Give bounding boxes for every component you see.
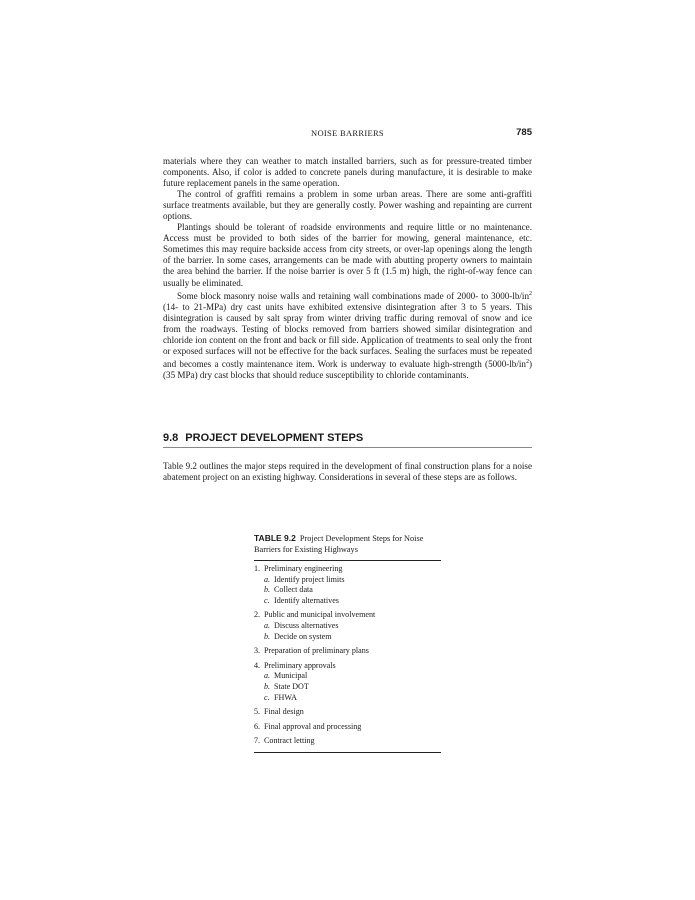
step-line — [254, 646, 441, 657]
table-substep — [264, 682, 441, 693]
table-bottom-rule — [254, 752, 441, 753]
step-text: Preliminary approvals — [264, 660, 336, 670]
substep-text: Collect data — [274, 585, 313, 595]
step-line — [254, 707, 441, 718]
substep-letter: b. — [264, 631, 271, 641]
running-head-title: NOISE BARRIERS — [311, 128, 384, 138]
table-substep — [264, 621, 441, 632]
substep-text: FHWA — [274, 692, 297, 702]
superscript: 2 — [529, 290, 532, 297]
substep-text: Identify alternatives — [274, 595, 339, 605]
step-line — [254, 722, 441, 733]
substep-letter: a. — [264, 620, 271, 630]
substep-letter: c. — [264, 595, 270, 605]
table-step — [254, 610, 441, 642]
step-text: Contract letting — [264, 736, 315, 746]
substep-list — [254, 671, 441, 703]
step-line — [254, 736, 441, 747]
step-number: 6. — [254, 721, 261, 731]
substep-text: Municipal — [274, 671, 308, 681]
substep-text: Identify project limits — [274, 574, 345, 584]
step-number: 2. — [254, 610, 261, 620]
table-step — [254, 722, 441, 733]
step-text: Preparation of preliminary plans — [264, 646, 369, 656]
table-caption-text: Project Development Steps for Noise Barriers for Existing Highways — [254, 534, 424, 554]
table-substep — [264, 575, 441, 586]
paragraph: The control of graffiti remains a problem in some urban areas. There are some anti-graffiti surface treatments available, but they are generally costly. Power washing and repainting are current options. — [163, 189, 532, 222]
text-run: ) (35 MPa) dry cast blocks that should reduce susceptibility to chloride contaminants. — [163, 358, 532, 380]
paragraph — [163, 289, 532, 381]
text-run: (14- to 21-MPa) dry cast units have exhibited extensive disintegration after 3 to 5 years. This disintegration is caused by salt spray from winter driving traffic during removal of snow and ice from the roadways. Testing of blocks removed from barriers showed similar disintegration and chloride ion content on the front and back or fill side. Application of treatments to seal only the front or exposed surfaces will not be effective for the back surfaces. Sealing the surfaces must be repeated and becomes a costly maintenance item. Work is underway to evaluate high-strength (5000-lb/in — [163, 301, 532, 369]
substep-text: State DOT — [274, 681, 309, 691]
text-run: Some block masonry noise walls and retaining wall combinations made of 2000- to 3000-lb/in — [177, 290, 529, 301]
paragraph: materials where they can weather to match installed barriers, such as for pressure-treated timber components. Also, if color is added to concrete panels during manufacture, it is desirable to make future replacement panels in the same operation. — [163, 156, 532, 189]
superscript: 2 — [525, 358, 529, 365]
substep-letter: c. — [264, 692, 270, 702]
section-number: 9.8 — [163, 432, 179, 444]
substep-letter: a. — [264, 574, 271, 584]
step-number: 5. — [254, 707, 261, 717]
body-text — [163, 156, 532, 381]
paragraph: Plantings should be tolerant of roadside environments and require little or no maintenance. Access must be provided to both sides of the barrier for mowing, general maintenance, etc. Sometimes this may require backside access from city streets, or over-lap openings along the length of the barrier. In some cases, arrangements can be made with abutting property owners to maintain the area behind the barrier. If the noise barrier is over 5 ft (1.5 m) high, the right-of-way fence can usually be eliminated. — [163, 222, 532, 288]
table-step — [254, 646, 441, 657]
step-text: Public and municipal involvement — [264, 610, 376, 620]
table-step — [254, 661, 441, 703]
step-number: 7. — [254, 736, 261, 746]
step-line — [254, 610, 441, 621]
table-substep — [264, 671, 441, 682]
substep-letter: b. — [264, 585, 271, 595]
table-substep — [264, 596, 441, 607]
table-step — [254, 736, 441, 747]
section-title: PROJECT DEVELOPMENT STEPS — [185, 432, 364, 444]
substep-list — [254, 575, 441, 607]
substep-letter: a. — [264, 671, 271, 681]
substep-list — [254, 621, 441, 642]
table-label: TABLE 9.2 — [254, 533, 296, 543]
table-step — [254, 564, 441, 606]
table-step — [254, 707, 441, 718]
table-caption — [254, 533, 441, 555]
substep-text: Decide on system — [274, 631, 332, 641]
steps-list — [254, 561, 441, 752]
step-number: 3. — [254, 646, 261, 656]
table-substep — [264, 632, 441, 643]
step-line — [254, 564, 441, 575]
page-number: 785 — [516, 127, 532, 138]
substep-text: Discuss alternatives — [274, 620, 339, 630]
paragraph: Table 9.2 outlines the major steps required in the development of final construction plans for a noise abatement project on an existing highway. Considerations in several of these steps are as follows. — [163, 461, 532, 483]
substep-letter: b. — [264, 681, 271, 691]
step-line — [254, 661, 441, 672]
step-text: Preliminary engineering — [264, 564, 343, 573]
running-head — [163, 128, 532, 142]
table-substep — [264, 585, 441, 596]
table-9-2 — [254, 533, 441, 753]
intro-text — [163, 461, 532, 484]
step-number: 4. — [254, 660, 261, 670]
step-number: 1. — [254, 564, 261, 573]
step-text: Final approval and processing — [264, 721, 362, 731]
section-heading — [163, 432, 532, 448]
step-text: Final design — [264, 707, 304, 717]
table-substep — [264, 693, 441, 704]
